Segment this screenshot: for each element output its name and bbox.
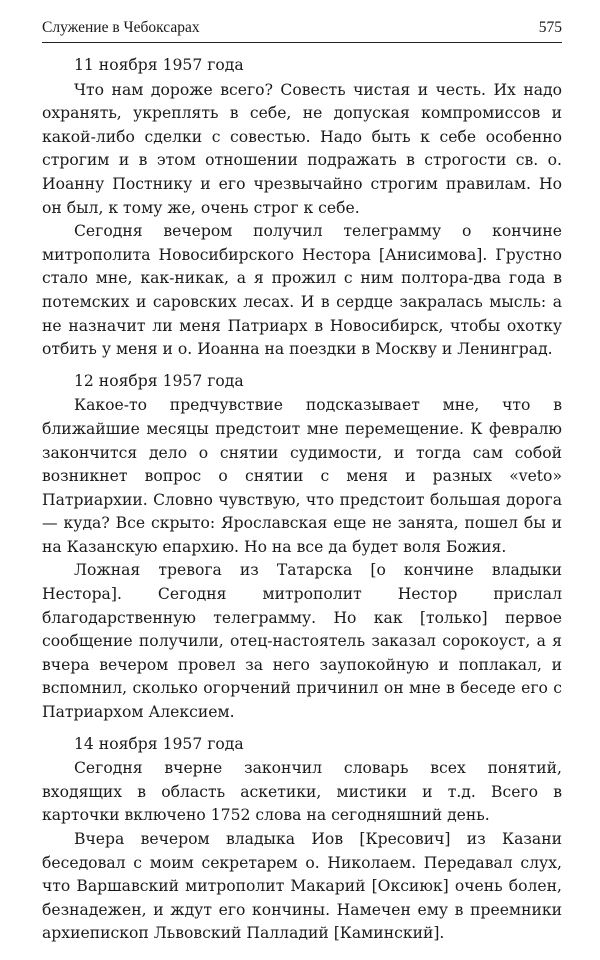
running-title: Служение в Чебоксарах — [42, 19, 200, 36]
paragraph: Что нам дороже всего? Совесть чистая и честь. Их надо охранять, укреплять в себе, не допуская компромиссов и какой-либо сделки с совестью. Надо быть к себе особенно строгим и в этом отношении подражать в строгости св. о. Иоанну Постнику и его чрезвычайно строгим правилам. Но он был, к тому же, очень строг к себе. — [42, 80, 562, 217]
entry-date: 11 ноября 1957 года — [74, 56, 244, 74]
diary-entry — [42, 733, 562, 946]
diary-entry — [42, 54, 562, 362]
paragraph: Сегодня вчерне закончил словарь всех понятий, входящих в область аскетики, мистики и т.д. Всего в карточки включено 1752 слова на сегодняшний день. — [42, 759, 562, 825]
page-number: 575 — [538, 19, 562, 36]
diary-entry — [42, 370, 562, 725]
entry-date: 14 ноября 1957 года — [74, 734, 244, 753]
entry-date: 12 ноября 1957 года — [74, 371, 244, 390]
page-body — [42, 54, 562, 946]
paragraph: Какое-то предчувствие подсказывает мне, что в ближайшие месяцы предстоит мне перемещение. К февралю закончится дело о снятии судимости, и тогда сам собой возникнет вопрос о снятии с меня и разных «veto» Патриархии. Словно чувствую, что предстоит большая дорога — куда? Все скрыто: Ярославская еще не занята, пошел бы и на Казанскую епархию. Но на все да будет воля Божия. — [42, 396, 562, 556]
running-header — [42, 18, 562, 43]
paragraph: Сегодня вечером получил телеграмму о кончине митрополита Новосибирского Нестора [Анисимова]. Грустно стало мне, как-никак, а я прожил с ним полтора-два года в потемских и саровских лесах. И в сердце закралась мысль: а не назначит ли меня Патриарх в Новосибирск, чтобы охотку отбить у меня и о. Иоанна на поездки в Москву и Ленинград. — [42, 222, 562, 359]
paragraph: Вчера вечером владыка Иов [Кресович] из Казани беседовал с моим секретарем о. Николаем. Передавал слух, что Варшавский митрополит Макарий [Оксиюк] очень болен, безнадежен, и ждут его кончины. Намечен ему в преемники архиепископ Львовский Палладий [Каминский]. — [42, 830, 562, 943]
paragraph: Ложная тревога из Татарска [о кончине владыки Нестора]. Сегодня митрополит Нестор прислал благодарственную телеграмму. Но как [только] первое сообщение получили, отец-настоятель заказал сорокоуст, а я вчера вечером провел за него заупокойную и поплакал, и вспомнил, сколько огорчений причинил он мне в беседе его с Патриархом Алексием. — [42, 561, 562, 722]
